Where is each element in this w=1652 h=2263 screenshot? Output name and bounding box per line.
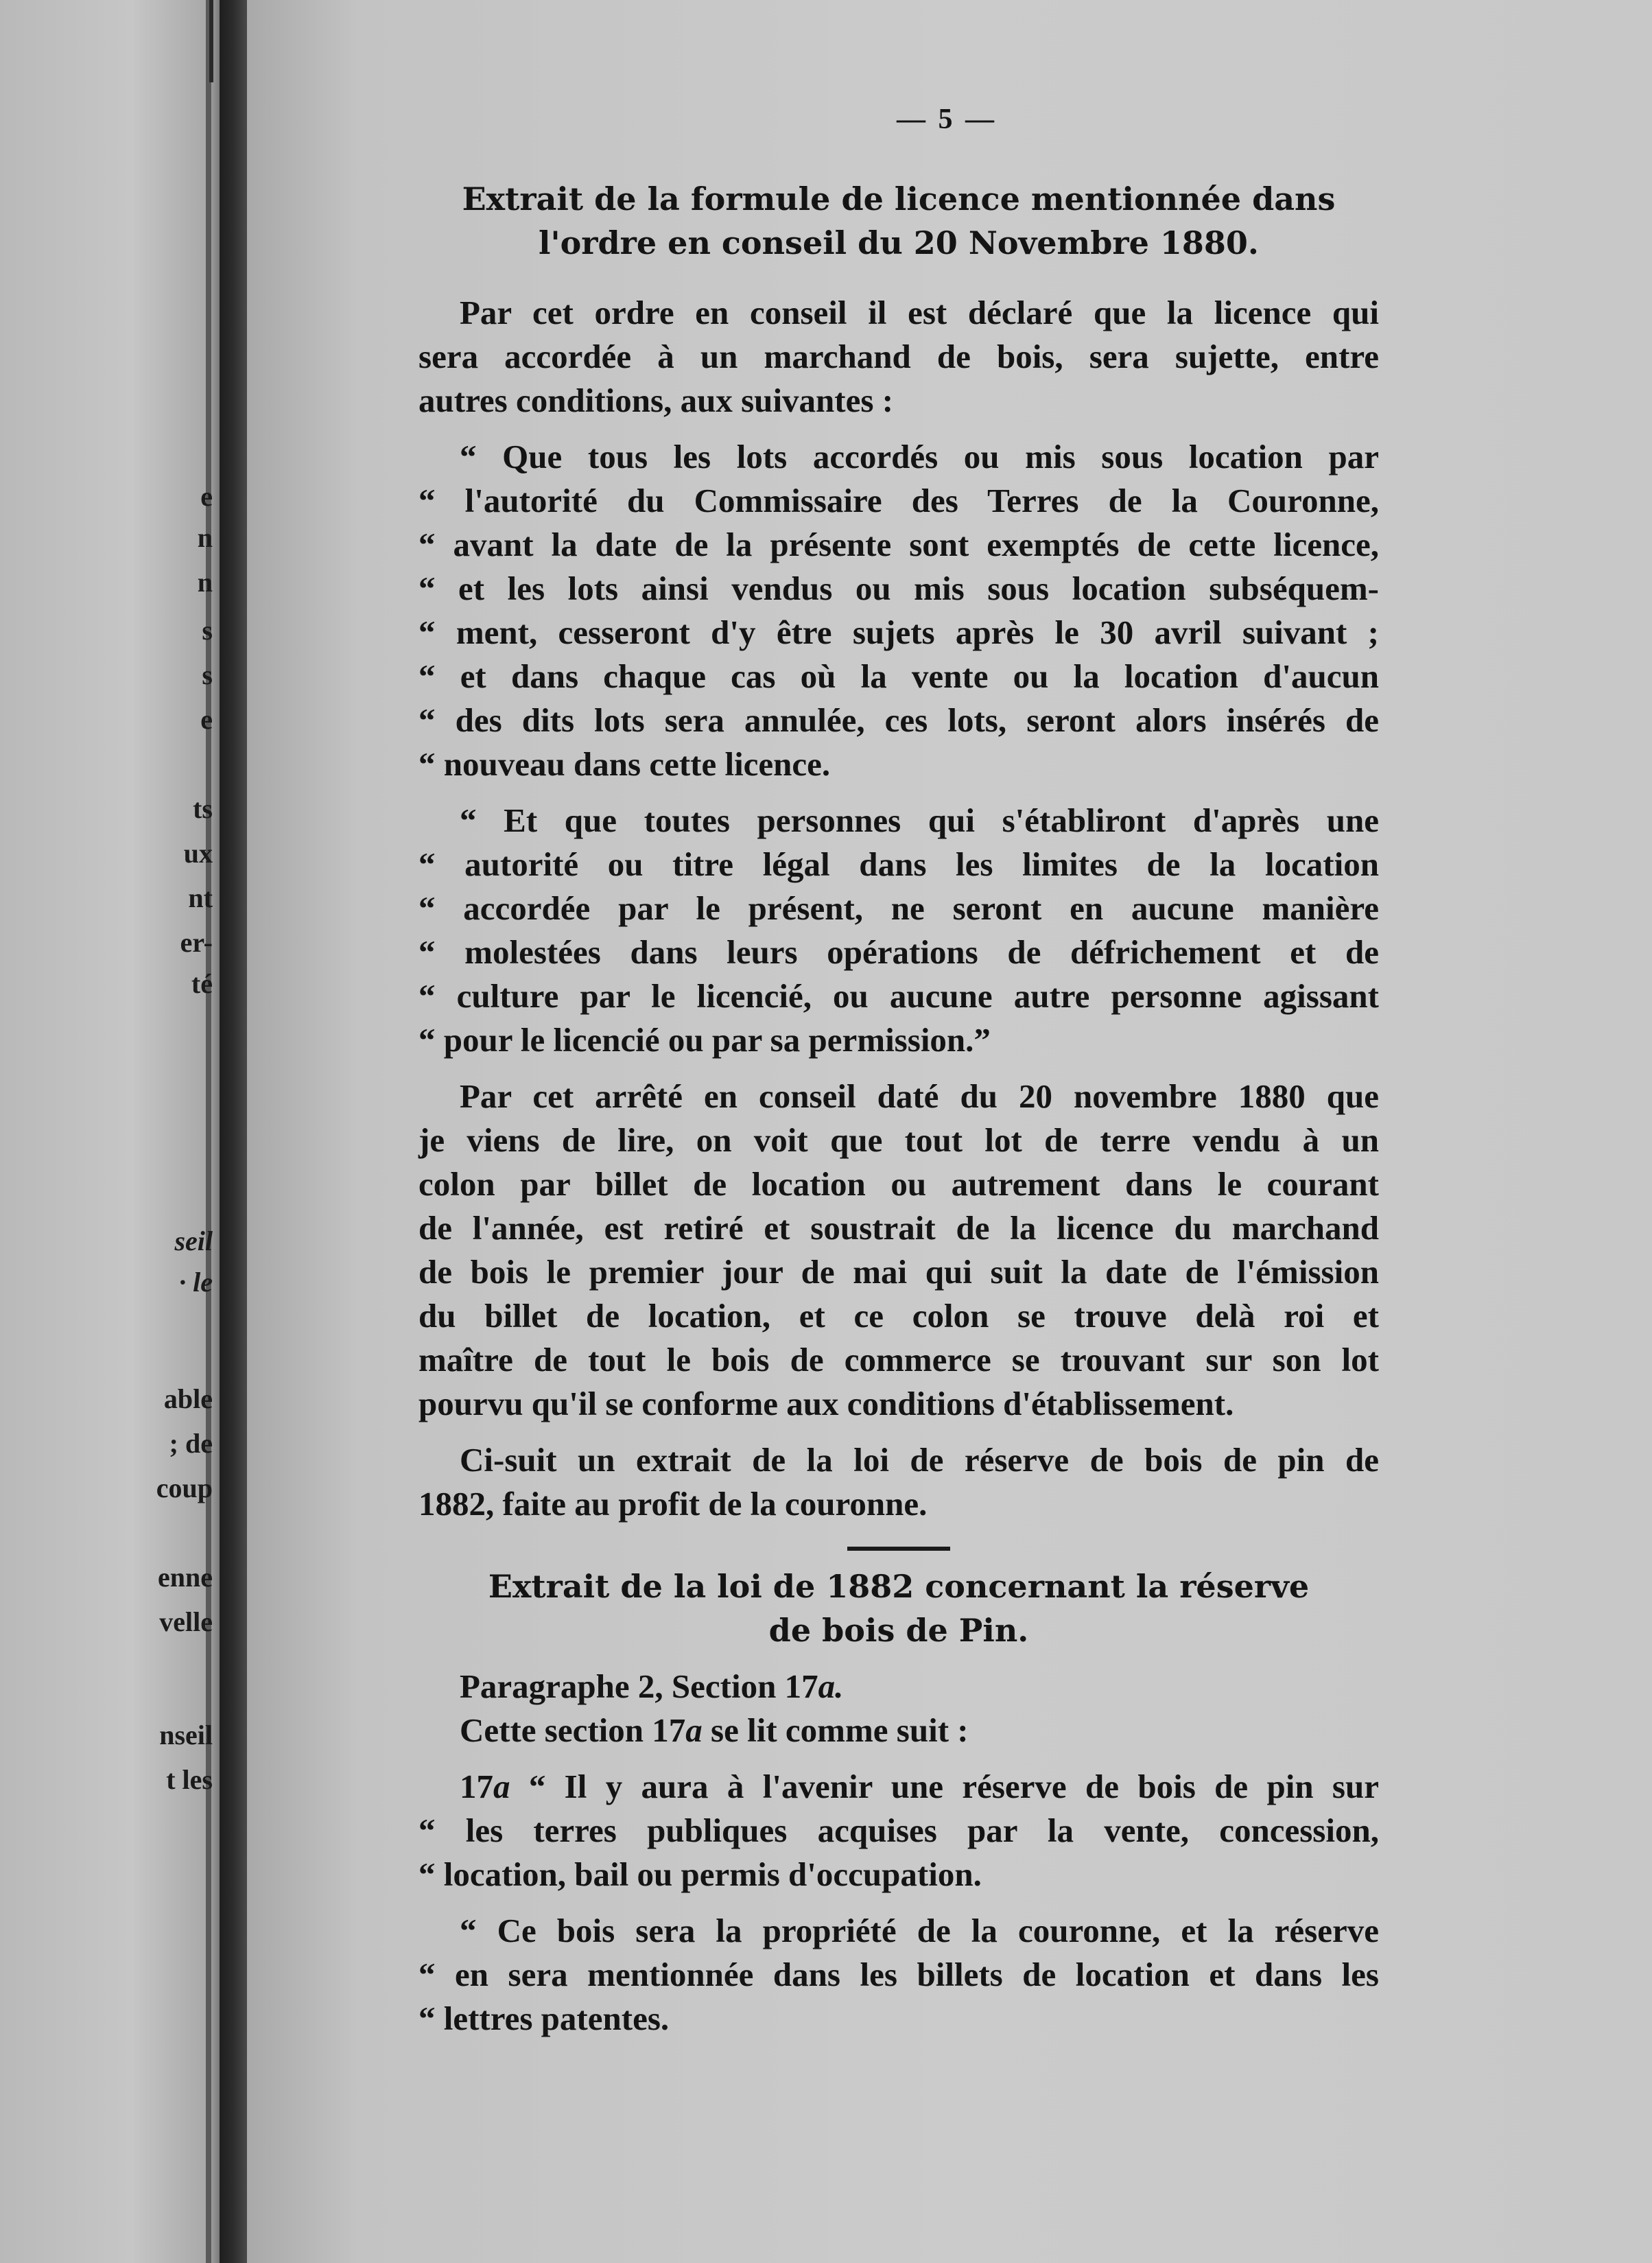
text-line: 1882, faite au profit de la couronne. xyxy=(418,1485,928,1523)
clause-paragraph xyxy=(418,1909,1379,2041)
text-line xyxy=(418,1765,1379,1809)
heading-line: Extrait de la formule de licence mentionnée dans xyxy=(462,180,1336,218)
book-gutter xyxy=(220,0,247,2263)
left-fragment: ; de xyxy=(169,1428,213,1459)
left-fragment: e xyxy=(200,481,213,512)
clause-text: “ Il y aura à l'avenir une réserve de bois de pin sur xyxy=(510,1768,1379,1805)
text-line: “ nouveau dans cette licence. xyxy=(418,745,831,783)
text-line: “ Ce bois sera la propriété de la couronne, et la réserve xyxy=(460,1912,1379,1949)
text-line: je viens de lire, on voit que tout lot de terre vendu à un xyxy=(418,1121,1379,1159)
left-fragment: velle xyxy=(159,1606,213,1637)
text-line: maître de tout le bois de commerce se trouvant sur son lot xyxy=(418,1341,1379,1379)
text-line: du billet de location, et ce colon se trouve delà roi et xyxy=(418,1297,1379,1335)
text-line: “ location, bail ou permis d'occupation. xyxy=(418,1855,982,1893)
text-line: autres conditions, aux suivantes : xyxy=(418,382,894,419)
text-line: “ lettres patentes. xyxy=(418,2000,670,2037)
left-facing-page xyxy=(0,0,220,2263)
left-fragment: e xyxy=(200,704,213,735)
page-content xyxy=(418,103,1379,2053)
text-line: “ ment, cesseront d'y être sujets après le 30 avril suivant ; xyxy=(418,613,1379,651)
left-fragment: s xyxy=(202,615,213,646)
section-intro-prefix: Cette section 17 xyxy=(460,1711,686,1749)
text-line: “ pour le licencié ou par sa permission.” xyxy=(418,1021,991,1059)
text-line: “ l'autorité du Commissaire des Terres de la Couronne, xyxy=(418,482,1379,519)
left-fragment: nt xyxy=(188,882,213,913)
quote-paragraph xyxy=(418,799,1379,1062)
paragraph-reference xyxy=(418,1665,1379,1709)
page-spine xyxy=(206,0,211,2263)
left-fragment: seil xyxy=(174,1226,213,1256)
text-line: “ et les lots ainsi vendus ou mis sous location subséquem- xyxy=(418,570,1379,607)
left-fragment: n xyxy=(197,522,213,553)
section-divider xyxy=(847,1547,950,1551)
text-line: Ci-suit un extrait de la loi de réserve de bois de pin de xyxy=(460,1441,1379,1479)
left-fragment: nseil xyxy=(159,1720,213,1750)
clause-letter: a xyxy=(493,1768,510,1805)
left-fragment: n xyxy=(197,567,213,598)
section-heading xyxy=(418,177,1379,265)
left-fragment: coup xyxy=(156,1473,213,1503)
text-line: “ des dits lots sera annulée, ces lots, seront alors insérés de xyxy=(418,701,1379,739)
clause-number: 17 xyxy=(460,1768,493,1805)
text-line: “ Que tous les lots accordés ou mis sous location par xyxy=(460,438,1379,476)
left-fragment: er- xyxy=(180,927,213,958)
text-line: de bois le premier jour de mai qui suit la date de l'émission xyxy=(418,1253,1379,1291)
text-line: “ et dans chaque cas où la vente ou la location d'aucun xyxy=(418,657,1379,695)
quote-paragraph xyxy=(418,435,1379,786)
section-intro-letter: a xyxy=(685,1711,703,1749)
left-fragment: té xyxy=(191,968,213,999)
heading-line: de bois de Pin. xyxy=(768,1612,1029,1649)
left-fragment: · le xyxy=(179,1267,213,1298)
heading-line: Extrait de la loi de 1882 concernant la réserve xyxy=(488,1568,1310,1605)
heading-line: l'ordre en conseil du 20 Novembre 1880. xyxy=(539,224,1259,261)
page-edge-shadow xyxy=(209,0,213,82)
text-line: “ autorité ou titre légal dans les limites de la location xyxy=(418,845,1379,883)
reference-text: Paragraphe 2, Section 17 xyxy=(460,1667,818,1705)
left-fragment: t les xyxy=(166,1764,213,1795)
left-fragment: ts xyxy=(193,793,213,824)
section-intro xyxy=(418,1709,1379,1752)
page-number: — 5 — xyxy=(897,104,997,135)
text-line: “ Et que toutes personnes qui s'établiront d'après une xyxy=(460,801,1379,839)
text-line: colon par billet de location ou autrement dans le courant xyxy=(418,1165,1379,1203)
text-line: pourvu qu'il se conforme aux conditions d'établissement. xyxy=(418,1385,1234,1422)
closing-paragraph xyxy=(418,1438,1379,1526)
text-line: sera accordée à un marchand de bois, sera sujette, entre xyxy=(418,338,1379,375)
section-heading xyxy=(418,1564,1379,1652)
clause-paragraph xyxy=(418,1765,1379,1897)
text-line: “ accordée par le présent, ne seront en aucune manière xyxy=(418,889,1379,927)
left-fragment: s xyxy=(202,659,213,690)
text-line: “ les terres publiques acquises par la vente, concession, xyxy=(418,1811,1379,1849)
text-line: Par cet ordre en conseil il est déclaré que la licence qui xyxy=(460,294,1379,331)
intro-paragraph xyxy=(418,291,1379,423)
text-line: “ avant la date de la présente sont exemptés de cette licence, xyxy=(418,526,1379,563)
main-page xyxy=(247,0,1652,2263)
left-fragment: enne xyxy=(158,1562,213,1593)
commentary-paragraph xyxy=(418,1075,1379,1426)
text-line: Par cet arrêté en conseil daté du 20 novembre 1880 que xyxy=(460,1077,1379,1115)
text-line: “ en sera mentionnée dans les billets de location et dans les xyxy=(418,1956,1379,1993)
text-line: “ molestées dans leurs opérations de défrichement et de xyxy=(418,933,1379,971)
section-intro-suffix: se lit comme suit : xyxy=(702,1711,969,1749)
left-fragment: able xyxy=(163,1383,213,1414)
reference-suffix: a. xyxy=(818,1667,844,1705)
text-line: “ culture par le licencié, ou aucune autre personne agissant xyxy=(418,977,1379,1015)
left-fragment: ux xyxy=(183,838,213,869)
text-line: de l'année, est retiré et soustrait de la licence du marchand xyxy=(418,1209,1379,1247)
